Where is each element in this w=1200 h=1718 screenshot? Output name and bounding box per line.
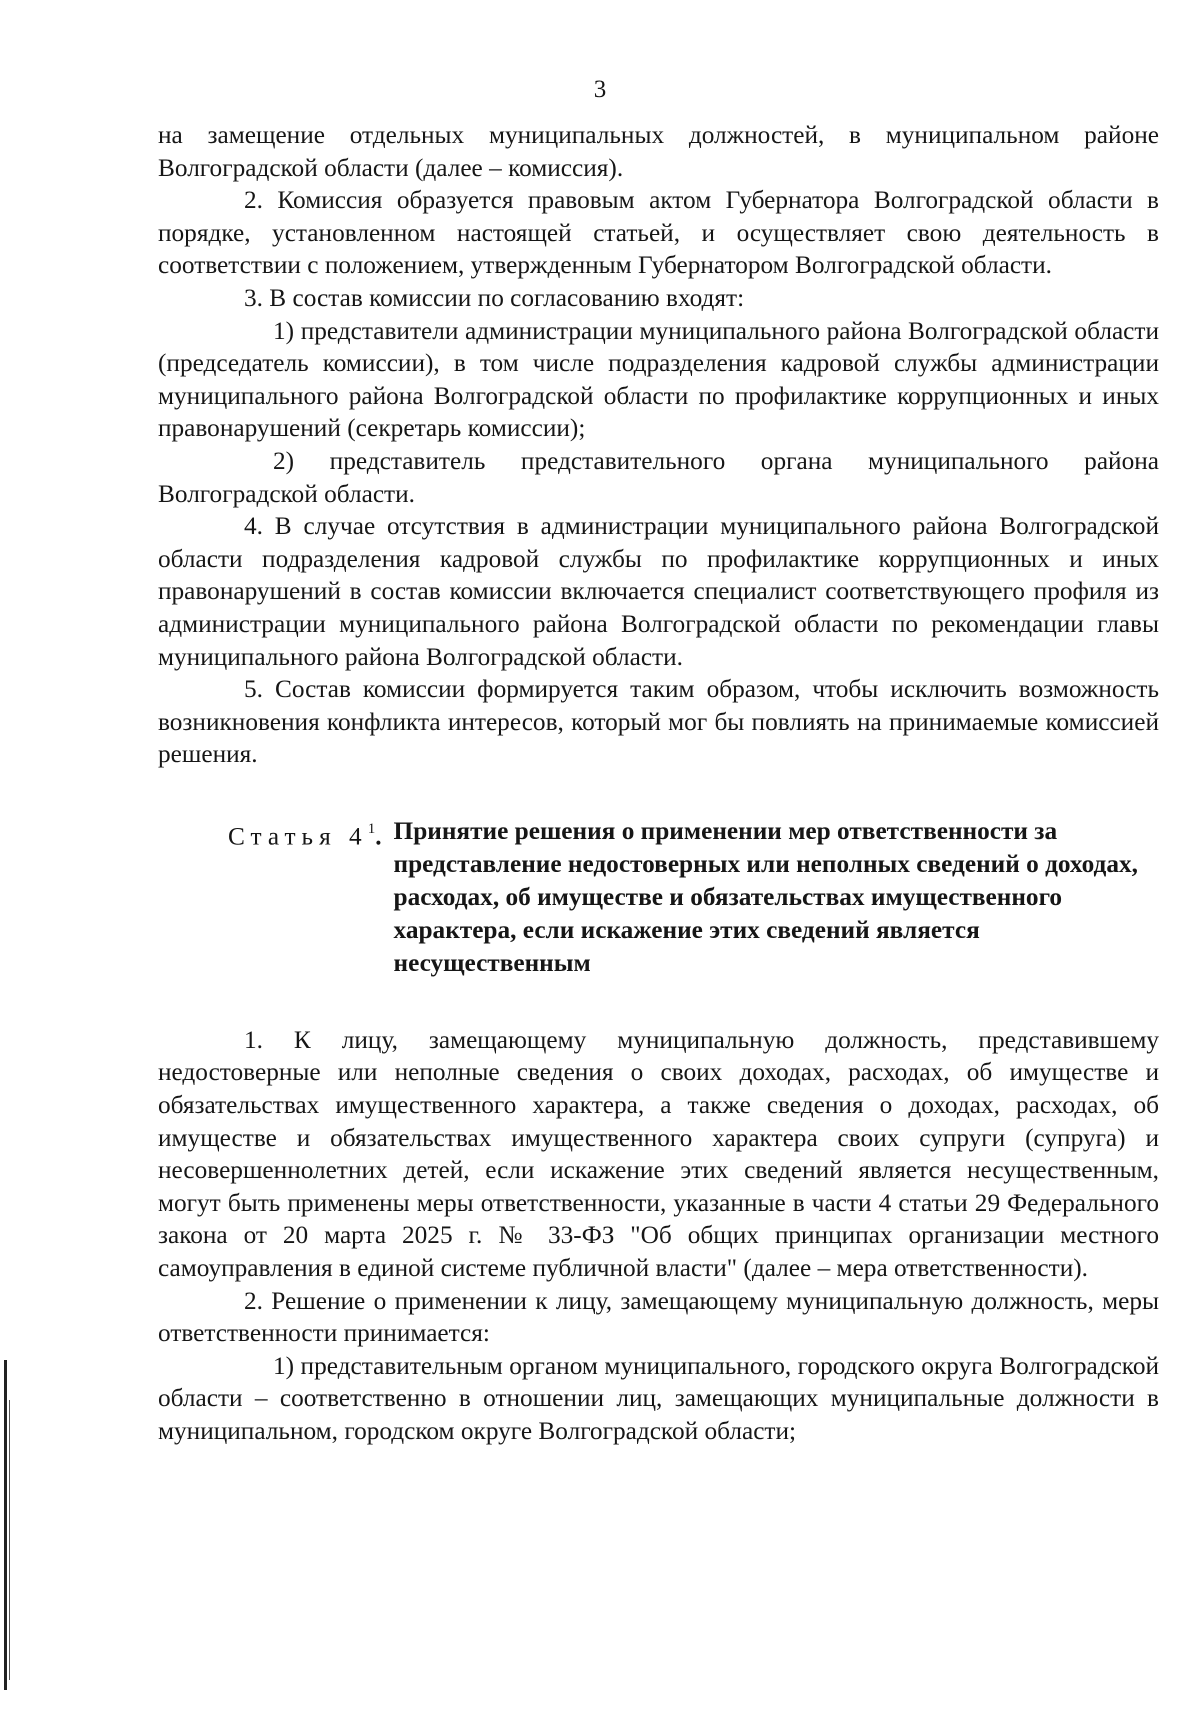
document-body — [158, 119, 1159, 1448]
paragraph-3-item-2: 2) представитель представительного органа муниципального района Волгоградской области. — [158, 446, 1159, 508]
article-superscript: 1 — [367, 820, 376, 837]
article-heading — [228, 815, 1159, 980]
paragraph-3-item-1: 1) представители администрации муниципального района Волгоградской области (председатель комиссии), в том числе подразделения кадровой службы администрации муниципального района Волгоградской области по профилактике коррупционных и иных правонарушений (секретарь комиссии); — [158, 316, 1159, 443]
article-punct: . — [375, 822, 388, 851]
paragraph-continuation: на замещение отдельных муниципальных должностей, в муниципальном районе Волгоградской области (далее – комиссия). — [158, 121, 1159, 182]
article-number: Статья 4 — [228, 822, 368, 851]
paragraph-5: 5. Состав комиссии формируется таким образом, чтобы исключить возможность возникновения конфликта интересов, который мог бы повлиять на принимаемые комиссией решения. — [158, 675, 1159, 769]
scan-edge-mark — [9, 1400, 10, 1680]
article-paragraph-2: 2. Решение о применении к лицу, замещающему муниципальную должность, меры ответственности принимается: — [158, 1286, 1159, 1348]
paragraph-2: 2. Комиссия образуется правовым актом Губернатора Волгоградской области в порядке, установленном настоящей статьей, и осуществляет свою деятельность в соответствии с положением, утвержденным Губернатором Волгоградской области. — [158, 186, 1159, 280]
article-title: Принятие решения о применении мер ответственности за представление недостоверных или неполных сведений о доходах, расходах, об имуществе и обязательствах имущественного характера, если искажение этих сведений является несущественным — [393, 816, 1138, 977]
article-label — [228, 815, 388, 980]
article-paragraph-1: 1. К лицу, замещающему муниципальную должность, представившему недостоверные или неполные сведения о своих доходах, расходах, об имуществе и обязательствах имущественного характера, а также сведения о доходах, расходах, об имуществе и обязательствах имущественного характера своих супруги (супруга) и несовершеннолетних детей, если искажение этих сведений является несущественным, могут быть применены меры ответственности, указанные в части 4 статьи 29 Федерального закона от 20 марта 2025 г. № 33-ФЗ "Об общих принципах организации местного самоуправления в единой системе публичной власти" (далее – мера ответственности). — [158, 1025, 1159, 1283]
paragraph-4: 4. В случае отсутствия в администрации муниципального района Волгоградской области подразделения кадровой службы по профилактике коррупционных и иных правонарушений в состав комиссии включается специалист соответствующего профиля из администрации муниципального района Волгоградской области по рекомендации главы муниципального района Волгоградской области. — [158, 512, 1159, 671]
article-paragraph-2-item-1: 1) представительным органом муниципального, городского округа Волгоградской области – соответственно в отношении лиц, замещающих муниципальные должности в муниципальном, городском округе Волгоградской области; — [158, 1351, 1159, 1445]
scan-edge-mark — [4, 1360, 7, 1690]
paragraph-3: 3. В состав комиссии по согласованию входят: — [244, 283, 745, 312]
page-number: 3 — [593, 76, 607, 103]
